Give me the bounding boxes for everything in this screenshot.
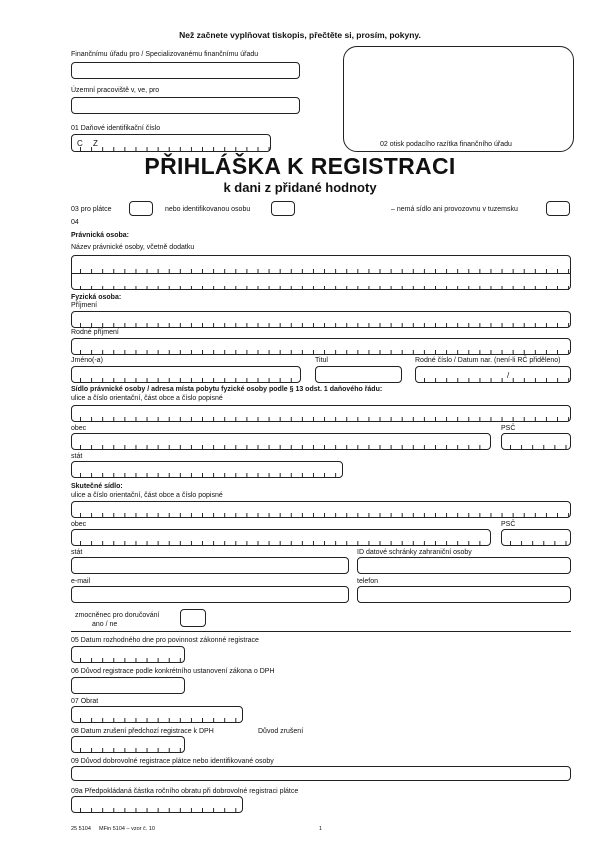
- f07-label: 07 Obrat: [71, 698, 99, 705]
- stat-field[interactable]: [71, 461, 343, 478]
- rodne-cislo-label: Rodné číslo / Datum nar. (není-li RČ přiděleno): [415, 357, 561, 364]
- rodne-cislo-separator: /: [507, 371, 510, 380]
- footer-form-id: MFin 5104 – vzor č. 10: [99, 826, 155, 832]
- jmeno-field[interactable]: [71, 366, 301, 383]
- platce-checkbox[interactable]: [129, 201, 153, 216]
- footer-code: 25 5104: [71, 826, 91, 832]
- prijmeni-field[interactable]: [71, 311, 571, 328]
- section-04-number: 04: [71, 219, 79, 226]
- psc-label: PSČ: [501, 425, 516, 432]
- psc2-label: PSČ: [501, 521, 516, 528]
- f07-field[interactable]: [71, 706, 243, 723]
- telefon-label: telefon: [357, 578, 379, 585]
- prijmeni-label: Příjmení: [71, 302, 98, 309]
- stat2-label: stát: [71, 549, 83, 556]
- form-subtitle: k dani z přidané hodnoty: [223, 180, 377, 195]
- f09-label: 09 Důvod dobrovolné registrace plátce nebo identifikované osoby: [71, 758, 274, 765]
- f09-field[interactable]: [71, 766, 571, 781]
- pravnicka-heading: Právnická osoba:: [71, 232, 129, 239]
- pracoviste-label: Územní pracoviště v, ve, pro: [71, 87, 160, 94]
- f05-field[interactable]: [71, 646, 185, 663]
- obec-field[interactable]: [71, 433, 491, 450]
- obec2-label: obec: [71, 521, 87, 528]
- skutecne-stat-field[interactable]: [71, 557, 349, 574]
- fyzicka-heading: Fyzická osoba:: [71, 294, 122, 301]
- section-divider: [71, 631, 571, 632]
- f08-label: 08 Datum zrušení předchozí registrace k DPH: [71, 728, 214, 735]
- telefon-field[interactable]: [357, 586, 571, 603]
- pracoviste-field[interactable]: [71, 97, 300, 114]
- stat-label: stát: [71, 453, 83, 460]
- email-label: e-mail: [71, 578, 91, 585]
- dic-label: 01 Daňové identifikační číslo: [71, 125, 161, 132]
- titul-label: Titul: [315, 357, 328, 364]
- form-instruction: Než začnete vyplňovat tiskopis, přečtěte si, prosím, pokyny.: [179, 30, 421, 40]
- ano-ne-label: ano / ne: [92, 621, 118, 628]
- platce-label: 03 pro plátce: [71, 206, 112, 213]
- f09a-field[interactable]: [71, 796, 243, 813]
- skutecne-ulice-field[interactable]: [71, 501, 571, 518]
- datova-schranka-field[interactable]: [357, 557, 571, 574]
- f06-label: 06 Důvod registrace podle konkrétního ustanovení zákona o DPH: [71, 668, 275, 675]
- datova-schranka-label: ID datové schránky zahraniční osoby: [357, 549, 472, 556]
- rodne-prijmeni-label: Rodné příjmení: [71, 329, 119, 336]
- ulice-field[interactable]: [71, 405, 571, 422]
- nema-sidlo-checkbox[interactable]: [546, 201, 570, 216]
- financni-urad-field[interactable]: [71, 62, 300, 79]
- ulice-label: ulice a číslo orientační, část obce a číslo popisné: [71, 395, 223, 402]
- dic-field[interactable]: [71, 134, 271, 152]
- nazev-label: Název právnické osoby, včetně dodatku: [71, 244, 195, 251]
- f08-duvod-label: Důvod zrušení: [258, 728, 304, 735]
- nema-sidlo-label: – nemá sídlo ani provozovnu v tuzemsku: [391, 206, 518, 213]
- skutecne-psc-field[interactable]: [501, 529, 571, 546]
- rodne-prijmeni-field[interactable]: [71, 338, 571, 355]
- ulice2-label: ulice a číslo orientační, část obce a číslo popisné: [71, 492, 223, 499]
- f05-label: 05 Datum rozhodného dne pro povinnost zákonné registrace: [71, 637, 259, 644]
- financni-urad-label: Finančnímu úřadu pro / Specializovanému finančnímu úřadu: [71, 51, 259, 58]
- skutecne-heading: Skutečné sídlo:: [71, 483, 123, 490]
- razitko-label: 02 otisk podacího razítka finančního úřadu: [380, 141, 512, 148]
- sidlo-heading: Sídlo právnické osoby / adresa místa pobytu fyzické osoby podle § 13 odst. 1 daňového řádu:: [71, 386, 383, 393]
- f09a-label: 09a Předpokládaná částka ročního obratu při dobrovolné registraci plátce: [71, 788, 299, 795]
- nazev-ticks-row2: [72, 273, 570, 290]
- dic-prefix: C Z: [77, 139, 102, 148]
- rodne-cislo-field[interactable]: [415, 366, 571, 383]
- email-field[interactable]: [71, 586, 349, 603]
- jmeno-label: Jméno(-a): [71, 357, 103, 364]
- f08-field[interactable]: [71, 736, 185, 753]
- f06-field[interactable]: [71, 677, 185, 694]
- skutecne-obec-field[interactable]: [71, 529, 491, 546]
- razitko-box: [343, 46, 574, 152]
- nazev-ticks-row1: [72, 256, 570, 273]
- titul-field[interactable]: [315, 366, 402, 383]
- identifikovana-checkbox[interactable]: [271, 201, 295, 216]
- zmocnenec-checkbox[interactable]: [180, 609, 206, 627]
- footer-page-number: 1: [319, 826, 323, 832]
- identifikovana-label: nebo identifikovanou osobu: [165, 206, 251, 213]
- form-title: PŘIHLÁŠKA K REGISTRACI: [144, 153, 456, 179]
- nazev-field[interactable]: [71, 255, 571, 290]
- zmocnenec-label: zmocněnec pro doručování: [75, 612, 160, 619]
- psc-field[interactable]: [501, 433, 571, 450]
- obec-label: obec: [71, 425, 87, 432]
